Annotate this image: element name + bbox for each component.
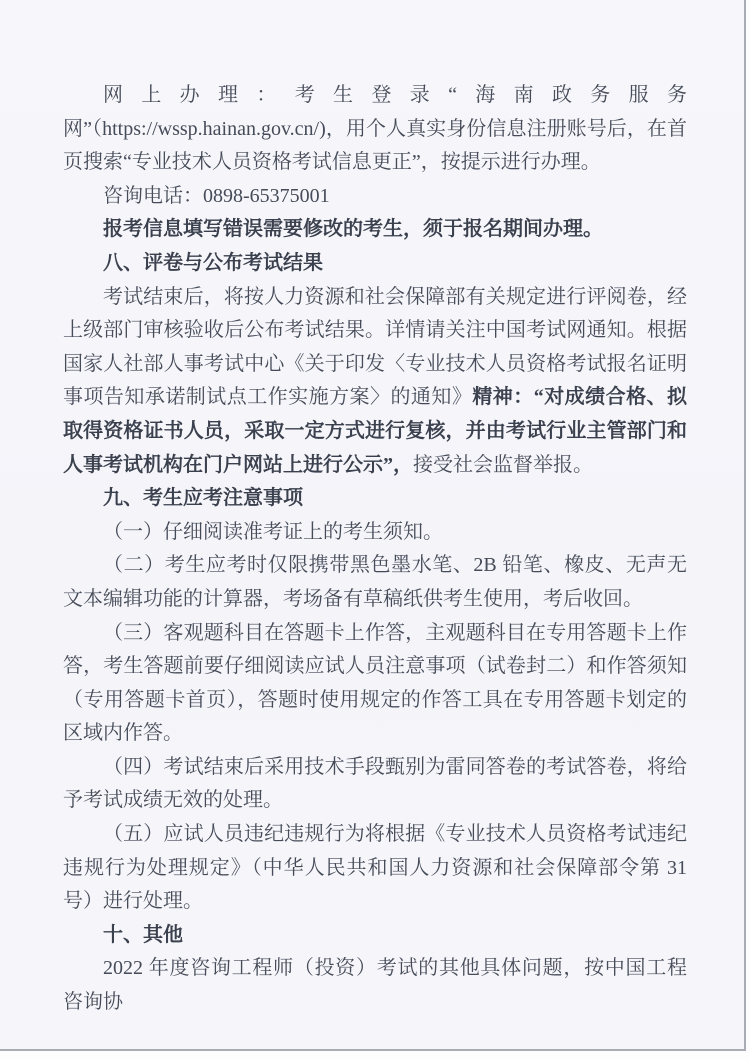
phone-number-text: 咨询电话：0898-65375001 bbox=[103, 184, 330, 207]
section-heading-text: 十、其他 bbox=[103, 923, 183, 946]
section-heading-text: 九、考生应考注意事项 bbox=[103, 487, 303, 510]
paragraph-online-processing bbox=[63, 79, 687, 180]
paragraph-text: 接受社会监督举报。 bbox=[413, 453, 593, 476]
heading-section-ten bbox=[63, 919, 687, 953]
list-item-text: （三）客观题科目在答题卡上作答，主观题科目在专用答题卡上作答，考生答题前要仔细阅读应试人员注意事项（试卷封二）和作答须知（专用答题卡首页），答题时使用规定的作答工具在专用答题卡划定的区域内作答。 bbox=[63, 621, 687, 745]
notice-item-four bbox=[63, 751, 687, 818]
notice-item-one bbox=[63, 516, 687, 550]
list-item-text: （二）考生应考时仅限携带黑色墨水笔、2B 铅笔、橡皮、无声无文本编辑功能的计算器，考场备有草稿纸供考生使用，考后收回。 bbox=[63, 554, 687, 610]
section-heading-text: 八、评卷与公布考试结果 bbox=[103, 251, 323, 274]
paragraph-grading-results bbox=[63, 281, 687, 483]
paragraph-consult-phone bbox=[63, 180, 687, 214]
paragraph-text: 2022 年度咨询工程师（投资）考试的其他具体问题，按中国工程咨询协 bbox=[63, 957, 687, 1014]
quoted-policy-text: 精神：“对成绩合格、拟取得资格证书人员，采取一定方式进行复核，并由考试行业主管部门和人事考试机构在门户网站上进行公示”， bbox=[63, 386, 688, 476]
paragraph-other-issues bbox=[63, 952, 687, 1019]
list-item-text: （五）应试人员违纪违规行为将根据《专业技术人员资格考试违纪违规行为处理规定》（中华人民共和国人力资源和社会保障部令第 31 号）进行处理。 bbox=[63, 823, 687, 913]
notice-item-five bbox=[63, 818, 687, 919]
notice-item-three bbox=[63, 617, 687, 751]
paragraph-correction-deadline bbox=[63, 213, 687, 247]
heading-section-eight bbox=[63, 247, 687, 281]
notice-item-two bbox=[63, 549, 687, 616]
paragraph-text: 考试结束后，将按人力资源和社会保障部有关规定进行评阅卷，经上级部门审核验收后公布考试结果。详情请关注中国考试网通知。根据国家人社部人事考试中心《关于印发〈专业技术人员资格考试报名证明事项告知承诺制试点工作实施方案〉的通知》 bbox=[63, 285, 687, 409]
paragraph-text: 报考信息填写错误需要修改的考生，须于报名期间办理。 bbox=[103, 218, 603, 241]
list-item-text: （一）仔细阅读准考证上的考生须知。 bbox=[103, 520, 443, 543]
heading-section-nine bbox=[63, 482, 687, 516]
paragraph-text: 网上办理：考生登录“海南政务服务网”（https://wssp.hainan.gov.cn/)，用个人真实身份信息注册账号后，在首页搜索“专业技术人员资格考试信息更正”，按提示进行办理。 bbox=[63, 84, 687, 174]
list-item-text: （四）考试结束后采用技术手段甄别为雷同答卷的考试答卷，将给予考试成绩无效的处理。 bbox=[63, 755, 687, 812]
document-content bbox=[63, 79, 687, 1020]
